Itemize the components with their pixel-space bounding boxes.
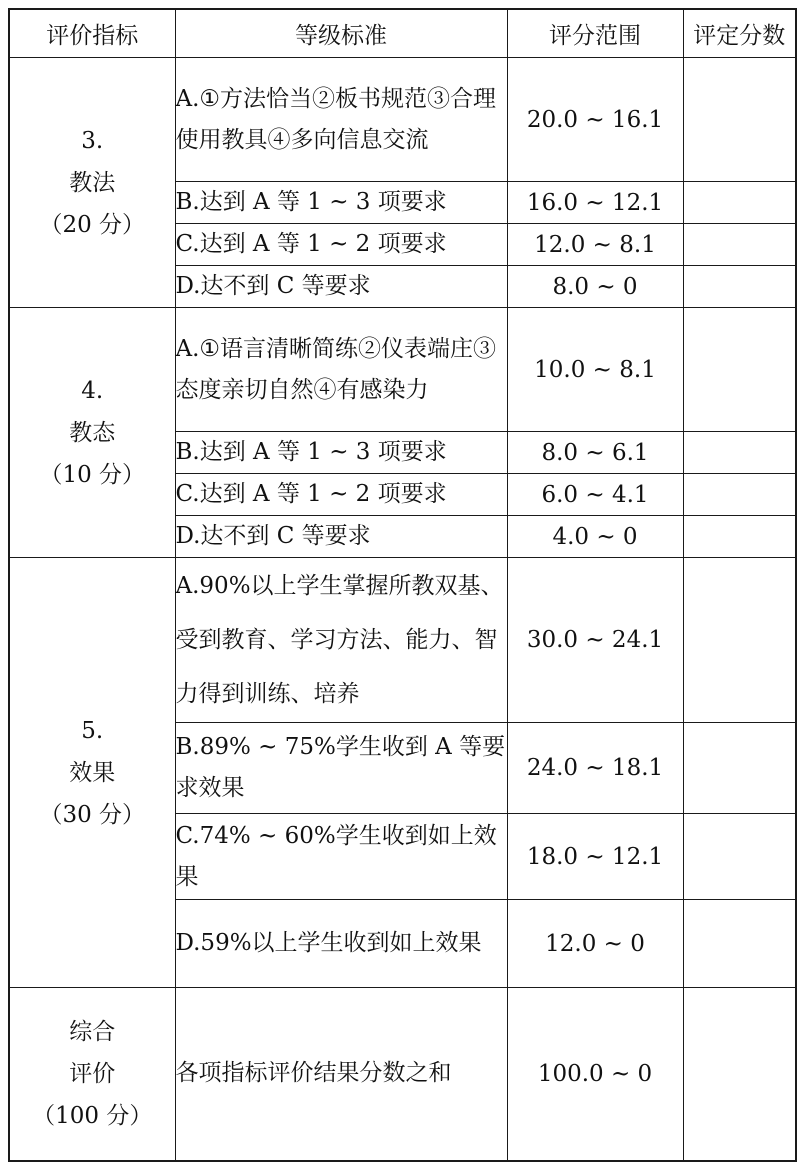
score-range-cell: 8.0 ~ 0 xyxy=(507,266,683,308)
grade-standard-cell: B.达到 A 等 1 ~ 3 项要求 xyxy=(175,182,507,224)
grade-standard-cell: B.89% ~ 75%学生收到 A 等要求效果 xyxy=(175,723,507,814)
assigned-score-cell[interactable] xyxy=(683,814,796,900)
indicator-cell-effect xyxy=(9,558,175,988)
assigned-score-cell[interactable] xyxy=(683,474,796,516)
evaluation-table-frame xyxy=(8,8,797,1162)
header-row xyxy=(9,9,796,58)
indicator-cell-overall xyxy=(9,988,175,1161)
indicator-points: （10 分） xyxy=(39,461,146,488)
assigned-score-cell[interactable] xyxy=(683,723,796,814)
indicator-number: 4. xyxy=(81,377,104,404)
score-range-cell: 4.0 ~ 0 xyxy=(507,516,683,558)
grade-standard-cell: 各项指标评价结果分数之和 xyxy=(175,988,507,1161)
indicator-number: 5. xyxy=(81,717,104,744)
header-grade-standard: 等级标准 xyxy=(175,9,507,58)
grade-standard-cell: C.达到 A 等 1 ~ 2 项要求 xyxy=(175,474,507,516)
table-row xyxy=(9,308,796,432)
indicator-name: 教法 xyxy=(69,169,116,196)
indicator-name: 评价 xyxy=(69,1060,116,1087)
grade-standard-cell: A.90%以上学生掌握所教双基、受到教育、学习方法、能力、智力得到训练、培养 xyxy=(175,558,507,723)
score-range-cell: 8.0 ~ 6.1 xyxy=(507,432,683,474)
header-indicator: 评价指标 xyxy=(9,9,175,58)
grade-standard-cell: A.①方法恰当②板书规范③合理使用教具④多向信息交流 xyxy=(175,58,507,182)
assigned-score-cell[interactable] xyxy=(683,182,796,224)
grade-standard-cell: A.①语言清晰简练②仪表端庄③态度亲切自然④有感染力 xyxy=(175,308,507,432)
assigned-score-cell[interactable] xyxy=(683,58,796,182)
assigned-score-cell[interactable] xyxy=(683,432,796,474)
score-range-cell: 24.0 ~ 18.1 xyxy=(507,723,683,814)
table-row xyxy=(9,988,796,1161)
score-range-cell: 20.0 ~ 16.1 xyxy=(507,58,683,182)
assigned-score-cell[interactable] xyxy=(683,224,796,266)
indicator-points: （20 分） xyxy=(39,211,146,238)
assigned-score-cell[interactable] xyxy=(683,308,796,432)
assigned-score-cell[interactable] xyxy=(683,558,796,723)
indicator-points: （100 分） xyxy=(32,1102,153,1129)
assigned-score-cell[interactable] xyxy=(683,266,796,308)
assigned-score-cell[interactable] xyxy=(683,900,796,988)
header-assigned-score: 评定分数 xyxy=(683,9,796,58)
score-range-cell: 10.0 ~ 8.1 xyxy=(507,308,683,432)
score-range-cell: 6.0 ~ 4.1 xyxy=(507,474,683,516)
indicator-number: 3. xyxy=(81,127,104,154)
grade-standard-cell: D.59%以上学生收到如上效果 xyxy=(175,900,507,988)
score-range-cell: 16.0 ~ 12.1 xyxy=(507,182,683,224)
table-row xyxy=(9,58,796,182)
grade-standard-cell: D.达不到 C 等要求 xyxy=(175,266,507,308)
score-range-cell: 12.0 ~ 0 xyxy=(507,900,683,988)
indicator-cell-teaching-method xyxy=(9,58,175,308)
evaluation-table xyxy=(8,8,797,1162)
assigned-score-cell[interactable] xyxy=(683,988,796,1161)
grade-standard-cell: C.74% ~ 60%学生收到如上效果 xyxy=(175,814,507,900)
indicator-cell-teaching-manner xyxy=(9,308,175,558)
score-range-cell: 30.0 ~ 24.1 xyxy=(507,558,683,723)
grade-standard-cell: D.达不到 C 等要求 xyxy=(175,516,507,558)
grade-standard-cell: B.达到 A 等 1 ~ 3 项要求 xyxy=(175,432,507,474)
score-range-cell: 100.0 ~ 0 xyxy=(507,988,683,1161)
indicator-name: 效果 xyxy=(69,759,116,786)
grade-standard-cell: C.达到 A 等 1 ~ 2 项要求 xyxy=(175,224,507,266)
table-row xyxy=(9,558,796,723)
score-range-cell: 18.0 ~ 12.1 xyxy=(507,814,683,900)
header-score-range: 评分范围 xyxy=(507,9,683,58)
indicator-name: 综合 xyxy=(69,1018,116,1045)
score-range-cell: 12.0 ~ 8.1 xyxy=(507,224,683,266)
assigned-score-cell[interactable] xyxy=(683,516,796,558)
indicator-name: 教态 xyxy=(69,419,116,446)
indicator-points: （30 分） xyxy=(39,801,146,828)
